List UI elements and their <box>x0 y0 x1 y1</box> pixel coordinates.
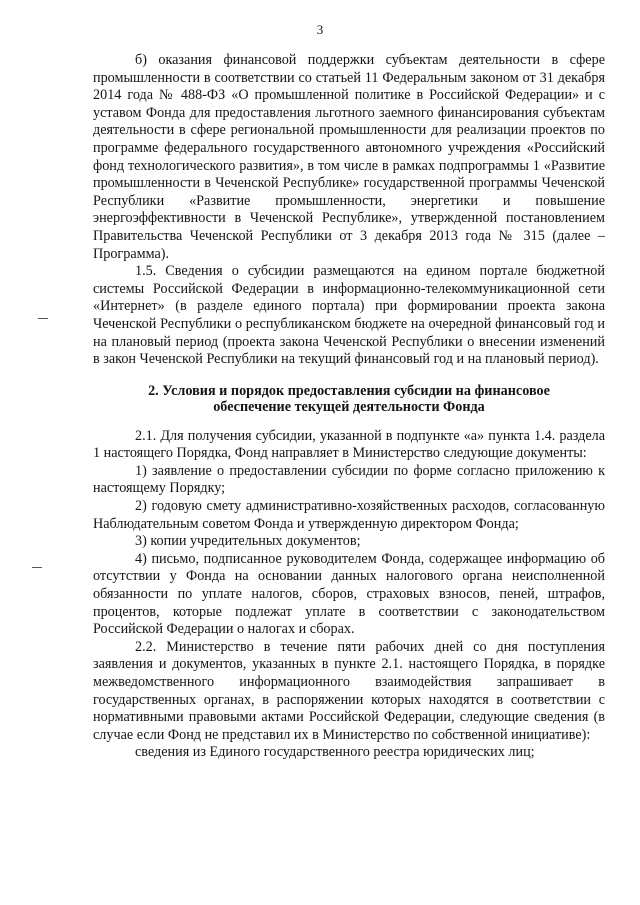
page-number: 3 <box>316 22 324 37</box>
section-heading <box>93 383 605 415</box>
list-item-1: 1) заявление о предоставлении субсидии по форме согласно приложению к настоящему Порядку; <box>93 462 605 497</box>
paragraph-2-2: 2.2. Министерство в течение пяти рабочих дней со дня поступления заявления и документов, указанных в пункте 2.1. настоящего Порядка, в порядке межведомственного информационного взаимодействия запрашивает в государственных органах, в распоряжении которых находятся в соответствии с нормативными правовыми актами Российской Федерации, следующие сведения (в случае если Фонд не представил их в Министерство по собственной инициативе): <box>93 638 605 743</box>
margin-mark <box>32 567 42 568</box>
list-item-3: 3) копии учредительных документов; <box>135 533 361 550</box>
section-heading-line-2: обеспечение текущей деятельности Фонда <box>213 398 485 415</box>
paragraph-1-5: 1.5. Сведения о субсидии размещаются на едином портале бюджетной системы Российской Федерации в информационно-телекоммуникационной сети «Интернет» (в разделе единого портала) при формировании проекта закона Чеченской Республики о республиканском бюджете на очередной финансовый год и на плановый период (проекта закона Чеченской Республики о внесении изменений в закон Чеченской Республики на текущий финансовый год и на плановый период). <box>93 263 605 368</box>
list-item-2: 2) годовую смету административно-хозяйственных расходов, согласованную Наблюдательным советом Фонда и утвержденную директором Фонда; <box>93 498 605 532</box>
margin-mark <box>38 318 48 319</box>
section-heading-line-1: 2. Условия и порядок предоставления субсидии на финансовое <box>148 382 550 399</box>
paragraph-2-1: 2.1. Для получения субсидии, указанной в подпункте «а» пункта 1.4. раздела 1 настоящего Порядка, Фонд направляет в Министерство следующие документы: <box>93 427 605 462</box>
document-body <box>93 52 605 762</box>
list-item-4: 4) письмо, подписанное руководителем Фонда, содержащее информацию об отсутствии у Фонда на основании данных налогового органа неисполненной обязанности по уплате налогов, сборов, страховых взносов, пеней, штрафов, процентов, которые подлежат уплате в соответствии с законодательством Российской Федерации о налогах и сборах. <box>93 550 605 638</box>
paragraph-egrul: сведения из Единого государственного реестра юридических лиц; <box>135 744 535 761</box>
paragraph-b: б) оказания финансовой поддержки субъектам деятельности в сфере промышленности в соответствии со статьей 11 Федеральным законом от 31 декабря 2014 года № 488-ФЗ «О промышленной политике в Российской Федерации» и с уставом Фонда для предоставления льготного заемного финансирования субъектам деятельности в сфере региональной промышленности для реализации проектов по программе федерального государственного автономного учреждения «Российский фонд технологического развития», в том числе в рамках подпрограммы 1 «Развитие промышленности в Чеченской Республике» государственной программы Чеченской Республики «Развитие промышленности, энергетики и повышение энергоэффективности в Чеченской Республике», утвержденной постановлением Правительства Чеченской Республики от 3 декабря 2013 года № 315 (далее – Программа). <box>93 52 605 262</box>
